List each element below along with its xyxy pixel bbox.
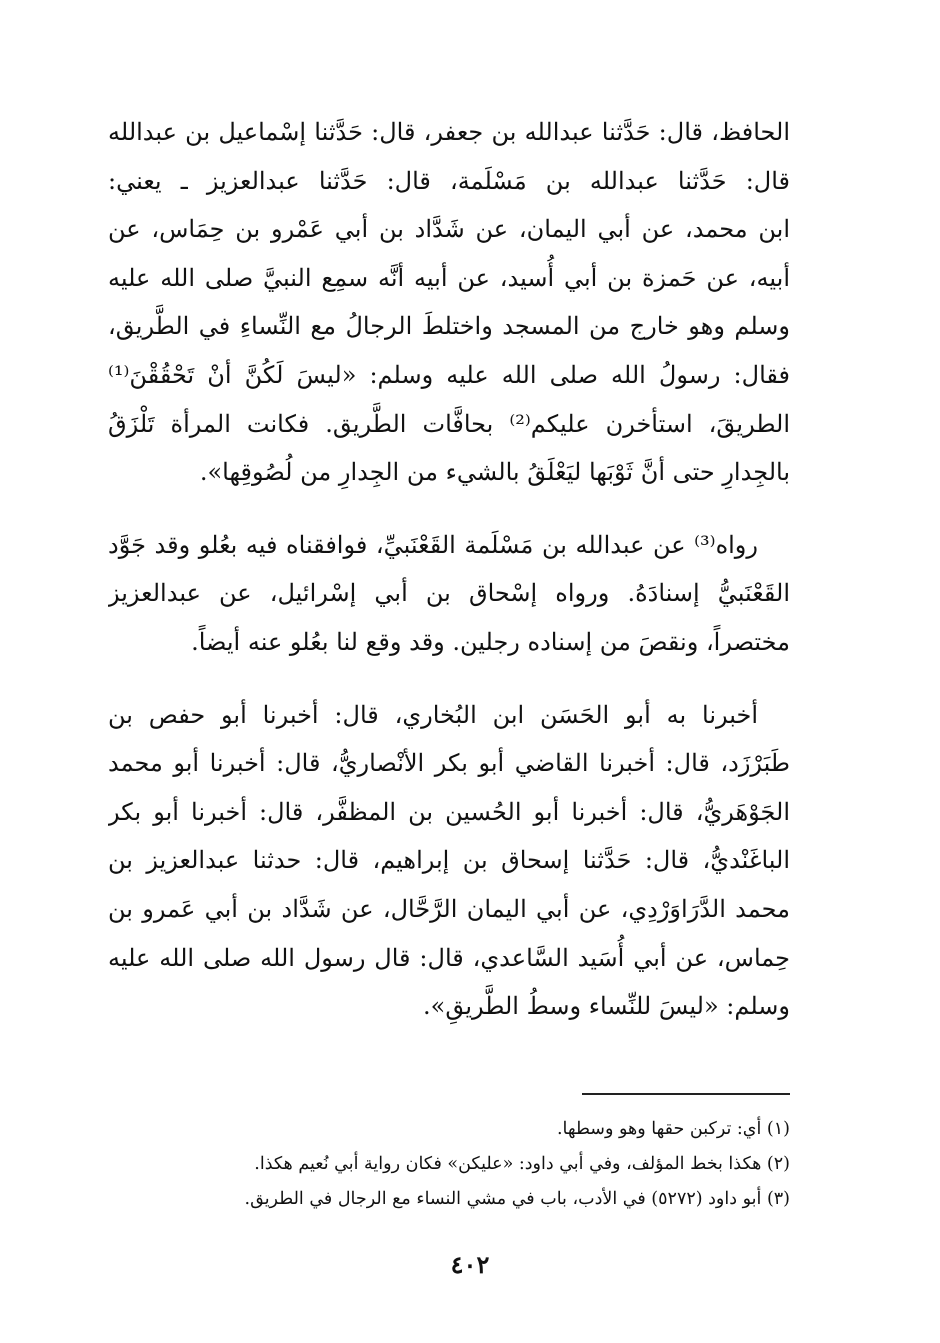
text-line: الباغَنْديُّ، قال: حَدَّثنا إسحاق بن إبراهيم، قال: حدثنا عبدالعزيز بن <box>108 846 790 875</box>
paragraph-1 <box>108 108 790 497</box>
text-line: فقال: رسولُ الله صلى الله عليه وسلم: «ليسَ لَكُنَّ أنْ تَحْقُقْنَ⁽¹⁾ <box>108 360 790 389</box>
text-line: القَعْنَبيُّ إسنادَهُ. ورواه إسْحاق بن أبي إسْرائيل، عن عبدالعزيز <box>108 579 790 608</box>
page-number: ٤٠٢ <box>450 1250 490 1279</box>
main-text <box>108 108 790 1031</box>
footnotes <box>108 1112 790 1217</box>
text-line: مختصراً، ونقصَ من إسناده رجلين. وقد وقع لنا بعُلو عنه أيضاً. <box>191 627 790 656</box>
text-line: الحافظ، قال: حَدَّثنا عبدالله بن جعفر، قال: حَدَّثنا إسْماعيل بن عبدالله <box>108 118 790 146</box>
text-line: أخبرنا به أبو الحَسَن ابن البُخاري، قال: أخبرنا أبو حفص بن <box>108 700 759 729</box>
footnote-3: (٣) أبو داود (٥٢٧٢) في الأدب، باب في مشي النساء مع الرجال في الطريق. <box>244 1189 790 1209</box>
text-line: ابن محمد، عن أبي اليمان، عن شَدَّاد بن أبي عَمْرو بن حِمَاس، عن <box>108 215 790 244</box>
text-line: محمد الدَّرَاوَرْدِي، عن أبي اليمان الرَّحَّال، عن شَدَّاد بن أبي عَمرو بن <box>108 894 790 923</box>
footnote-1: (١) أي: تركبن حقها وهو وسطها. <box>556 1119 790 1139</box>
text-line: وسلم: «ليسَ للنِّساء وسطُ الطَّريقِ». <box>423 992 790 1021</box>
text-line: الطريقَ، استأخرن عليكم⁽²⁾ بحافَّات الطَّريق. فكانت المرأة تَلْزَقُ <box>108 409 790 438</box>
text-line: وسلم وهو خارج من المسجد واختلطَ الرجالُ مع النِّساءِ في الطَّريق، <box>108 312 790 341</box>
footnote-separator <box>582 1093 790 1095</box>
text-line: رواه⁽³⁾ عن عبدالله بن مَسْلَمة القَعْنَبيِّ، فوافقناه فيه بعُلو وقد جَوَّد <box>108 530 758 559</box>
footnote-2: (٢) هكذا بخط المؤلف، وفي أبي داود: «عليكن» فكان رواية أبي نُعيم هكذا. <box>254 1154 790 1174</box>
text-line: بالجِدارِ حتى أنَّ ثَوْبَها ليَعْلَقُ بالشيء من الجِدارِ من لُصُوقِها». <box>199 458 790 487</box>
paragraph-3 <box>108 691 790 1031</box>
text-line: حِماس، عن أبي أُسَيد السَّاعدي، قال: قال رسول الله صلى الله عليه <box>108 943 790 972</box>
paragraph-2 <box>108 521 790 667</box>
text-line: الجَوْهَريُّ، قال: أخبرنا أبو الحُسين بن المظفَّر، قال: أخبرنا أبو بكر <box>108 797 790 826</box>
text-line: أبيه، عن حَمزة بن أبي أُسيد، عن أبيه أنَّه سمِع النبيَّ صلى الله عليه <box>108 263 790 292</box>
text-line: طَبَرْزَد، قال: أخبرنا القاضي أبو بكر الأنْصاريُّ، قال: أخبرنا أبو محمد <box>108 749 790 778</box>
text-line: قال: حَدَّثنا عبدالله بن مَسْلَمة، قال: حَدَّثنا عبدالعزيز ـ يعني: <box>108 166 790 195</box>
